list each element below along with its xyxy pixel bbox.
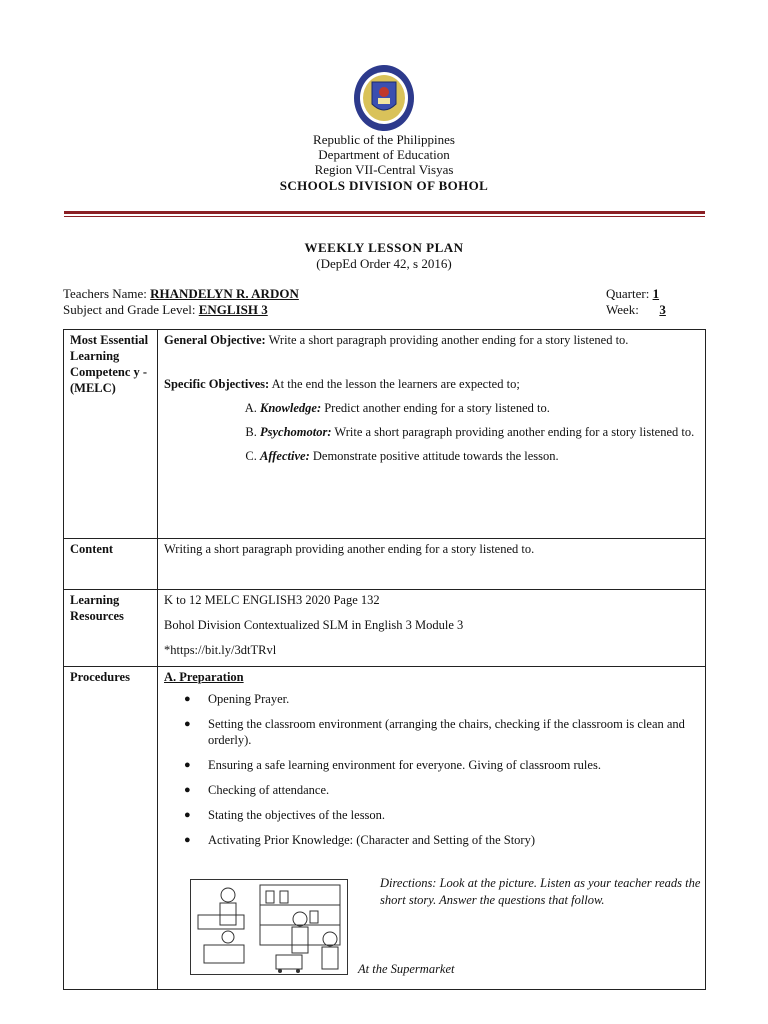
- specific-objectives-text: At the end the lesson the learners are expected to;: [269, 377, 520, 391]
- quarter-row: [606, 286, 659, 302]
- teacher-name-row: [63, 286, 299, 302]
- melc-label: Most Essential Learning Competenc y - (MELC): [64, 330, 158, 539]
- procedures-row: [64, 667, 706, 990]
- general-objective-label: General Objective:: [164, 333, 266, 347]
- procedures-section-heading: A. Preparation: [164, 670, 244, 684]
- objective-knowledge-text: Predict another ending for a story listened to.: [321, 401, 550, 415]
- objective-affective-text: Demonstrate positive attitude towards the lesson.: [309, 449, 559, 463]
- plan-title: WEEKLY LESSON PLAN: [304, 240, 464, 255]
- general-objective: [164, 332, 700, 348]
- activity-directions: Directions: Look at the picture. Listen as your teacher reads the short story. Answer the questions that follow.: [380, 876, 701, 907]
- header-division: SCHOOLS DIVISION OF BOHOL: [279, 178, 489, 193]
- procedure-item: ● Checking of attendance.: [208, 782, 700, 798]
- subject-row: [63, 302, 268, 318]
- procedures-cell: [158, 667, 706, 990]
- procedure-item: ● Setting the classroom environment (arranging the chairs, checking if the classroom is clean and orderly).: [208, 716, 700, 748]
- specific-objectives-label: Specific Objectives:: [164, 377, 270, 391]
- subject-value: ENGLISH 3: [198, 302, 268, 317]
- supermarket-illustration: [190, 879, 348, 975]
- header-region: Region VII-Central Visyas: [314, 162, 454, 177]
- procedures-label: Procedures: [64, 667, 158, 990]
- header-department: Department of Education: [318, 147, 450, 162]
- objective-knowledge-label: Knowledge:: [260, 401, 322, 415]
- week-label: Week:: [606, 302, 639, 317]
- resources-label: Learning Resources: [64, 590, 158, 667]
- procedures-list: [164, 691, 700, 848]
- deped-seal-logo: [334, 62, 434, 134]
- header-republic: Republic of the Philippines: [313, 132, 455, 147]
- objective-psychomotor: [260, 424, 700, 440]
- supermarket-activity: [164, 857, 700, 987]
- teacher-label: Teachers Name:: [63, 286, 147, 301]
- procedure-item: ● Activating Prior Knowledge: (Character and Setting of the Story): [208, 832, 700, 848]
- objective-psychomotor-label: Psychomotor:: [260, 425, 332, 439]
- content-label: Content: [64, 539, 158, 590]
- header-divider: [64, 211, 705, 214]
- picture-caption: At the Supermarket: [358, 962, 455, 976]
- procedure-item: ● Stating the objectives of the lesson.: [208, 807, 700, 823]
- melc-row: [64, 330, 706, 539]
- teacher-value: RHANDELYN R. ARDON: [150, 286, 299, 301]
- objective-affective: [260, 448, 700, 464]
- procedure-item: ● Opening Prayer.: [208, 691, 700, 707]
- quarter-value: 1: [652, 286, 660, 301]
- week-value: 3: [659, 302, 666, 317]
- objective-affective-label: Affective:: [260, 449, 310, 463]
- procedure-item: ● Ensuring a safe learning environment for everyone. Giving of classroom rules.: [208, 757, 700, 773]
- general-objective-text: Write a short paragraph providing another ending for a story listened to.: [265, 333, 629, 347]
- quarter-label: Quarter:: [606, 286, 650, 301]
- resource-item: K to 12 MELC ENGLISH3 2020 Page 132: [164, 593, 380, 607]
- resource-link[interactable]: *https://bit.ly/3dtTRvl: [164, 643, 277, 657]
- objectives-list: [164, 400, 700, 464]
- specific-objectives: [164, 376, 700, 392]
- week-row: [606, 302, 666, 318]
- objective-psychomotor-text: Write a short paragraph providing another ending for a story listened to.: [331, 425, 695, 439]
- resource-item: Bohol Division Contextualized SLM in English 3 Module 3: [164, 618, 464, 632]
- lesson-plan-table: [63, 329, 706, 990]
- subject-label: Subject and Grade Level:: [63, 302, 196, 317]
- header-divider-thin: [64, 216, 705, 217]
- resources-row: [64, 590, 706, 667]
- resources-cell: [158, 590, 706, 667]
- content-text: Writing a short paragraph providing another ending for a story listened to.: [158, 539, 706, 590]
- plan-subtitle: (DepEd Order 42, s 2016): [316, 256, 452, 271]
- content-row: [64, 539, 706, 590]
- melc-cell: [158, 330, 706, 539]
- objective-knowledge: [260, 400, 700, 416]
